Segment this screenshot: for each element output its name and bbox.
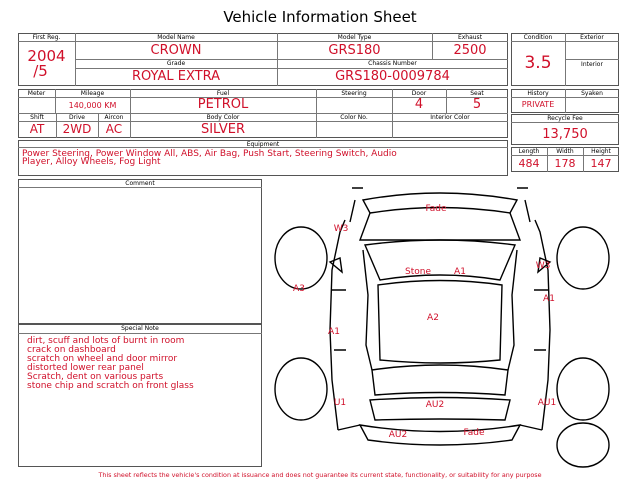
special-note-3: scratch on wheel and door mirror (27, 354, 178, 364)
equipment-label: Equipment (246, 141, 280, 148)
recycle-fee-label: Recycle Fee (547, 115, 583, 122)
special-note-1: dirt, scuff and lots of burnt in room (27, 336, 185, 346)
rear-right-wheel-icon (557, 358, 609, 420)
height-value: 147 (590, 157, 612, 170)
body-color-label: Body Color (206, 114, 240, 121)
drive-value: 2WD (62, 122, 92, 136)
mark-roof: A2 (427, 313, 439, 323)
door-value: 4 (414, 97, 424, 112)
special-note-4: distorted lower rear panel (27, 363, 144, 373)
interior-label: Interior (581, 61, 603, 68)
first-reg-year: 2004 (27, 47, 66, 65)
recycle-fee-value: 13,750 (542, 127, 588, 142)
condition-label: Condition (523, 34, 553, 41)
grade-value: ROYAL EXTRA (132, 69, 220, 84)
length-value: 484 (518, 157, 540, 170)
mark-right-front-wheel: W3 (535, 261, 551, 271)
mark-left-rear-quarter: U1 (333, 398, 347, 408)
equipment-line-2: Player, Alloy Wheels, Fog Light (22, 157, 161, 167)
mark-right-front-door: A1 (543, 294, 555, 304)
exterior-label: Exterior (580, 34, 604, 41)
special-note-2: crack on dashboard (27, 345, 116, 355)
aircon-value: AC (105, 122, 123, 136)
chassis-number-value: GRS180-0009784 (335, 69, 450, 84)
fuel-label: Fuel (216, 90, 230, 97)
history-label: History (527, 90, 549, 97)
syaken-label: Syaken (581, 90, 603, 97)
mileage-value: 140,000 KM (68, 101, 117, 110)
grade-label: Grade (166, 60, 186, 67)
car-damage-diagram (270, 178, 610, 470)
mark-left-front-wheel: W3 (333, 224, 349, 234)
chassis-number-label: Chassis Number (368, 60, 417, 67)
first-reg-month: /5 (33, 62, 48, 80)
model-type-label: Model Type (337, 34, 372, 41)
exhaust-value: 2500 (453, 43, 487, 58)
height-label: Height (591, 148, 611, 155)
color-no-label: Color No. (340, 114, 368, 121)
equipment-line-1: Power Steering, Power Window All, ABS, Air Bag, Push Start, Steering Switch, Audio (22, 149, 397, 159)
history-value: PRIVATE (521, 100, 555, 109)
aircon-label: Aircon (104, 114, 124, 121)
seat-label: Seat (470, 90, 484, 97)
door-label: Door (411, 90, 427, 97)
mileage-label: Mileage (80, 90, 105, 97)
mark-left-front-door: A3 (293, 284, 305, 294)
shift-label: Shift (30, 114, 44, 121)
mark-windshield-stone: Stone (405, 267, 431, 277)
special-note-5: Scratch, dent on various parts (27, 372, 164, 382)
mark-left-rear-door: A1 (328, 327, 340, 337)
model-name-value: CROWN (150, 43, 202, 58)
mark-trunk: AU2 (425, 400, 445, 410)
mark-rear-bumper-right: Fade (463, 428, 485, 438)
interior-color-label: Interior Color (430, 114, 470, 121)
length-label: Length (518, 148, 540, 155)
shift-value: AT (29, 122, 45, 136)
disclaimer-footer: This sheet reflects the vehicle's condition at issuance and does not guarantee its current state, functionality, or suitability for any purpose (98, 471, 542, 479)
mark-rear-bumper-left: AU2 (388, 430, 408, 440)
rear-left-wheel-icon (275, 358, 327, 420)
first-reg-label: First Reg. (32, 34, 61, 41)
fuel-value: PETROL (197, 97, 249, 112)
comment-label: Comment (125, 180, 155, 187)
sheet-title: Vehicle Information Sheet (223, 8, 417, 26)
steering-label: Steering (341, 90, 367, 97)
model-type-value: GRS180 (328, 43, 381, 58)
special-note-6: stone chip and scratch on front glass (27, 381, 194, 391)
model-name-label: Model Name (157, 34, 195, 41)
mark-right-rear-quarter: AU1 (537, 398, 557, 408)
condition-value: 3.5 (524, 53, 552, 73)
width-label: Width (556, 148, 574, 155)
front-right-wheel-icon (557, 227, 609, 289)
width-value: 178 (554, 157, 576, 170)
drive-label: Drive (69, 114, 85, 121)
special-note-label: Special Note (121, 325, 159, 332)
front-left-wheel-icon (275, 227, 327, 289)
mark-front: Fade (425, 204, 447, 214)
body-color-value: SILVER (200, 122, 246, 137)
exhaust-label: Exhaust (457, 34, 483, 41)
meter-label: Meter (27, 90, 46, 97)
seat-value: 5 (472, 97, 482, 112)
mark-windshield-grade: A1 (454, 267, 466, 277)
spare-wheel-icon (557, 423, 609, 467)
comment-block (18, 179, 262, 324)
